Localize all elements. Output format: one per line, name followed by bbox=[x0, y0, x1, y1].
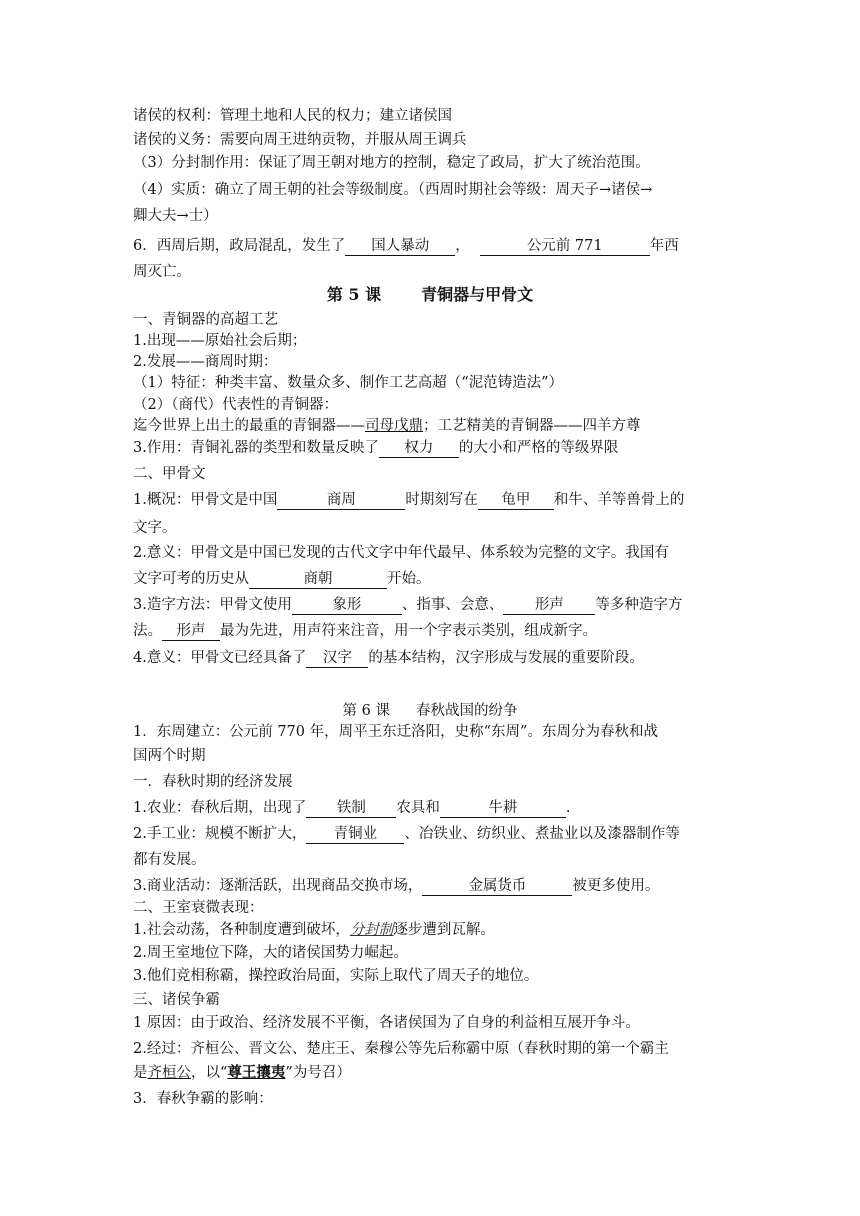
text-segment: 最为先进，用声符来注音，用一个字表示类别，组成新字。 bbox=[220, 623, 597, 639]
text-segment: 1.农业：春秋后期，出现了 bbox=[133, 800, 307, 816]
text-segment: 法。 bbox=[133, 623, 162, 639]
lesson-title bbox=[0, 284, 860, 306]
lesson-number: 第 5 课 bbox=[326, 285, 382, 304]
text-line: （1）特征：种类丰富、数量众多、制作工艺高超（“泥范铸造法”） bbox=[133, 375, 564, 391]
text-segment: 4.意义：甲骨文已经具备了 bbox=[133, 650, 307, 666]
text-line: （4）实质：确立了周王朝的社会等级制度。（西周时期社会等级：周天子→诸侯→ bbox=[133, 182, 653, 198]
text-line: 都有发展。 bbox=[133, 852, 206, 868]
fill-blank-answer: 形声 bbox=[503, 596, 595, 615]
fill-blank-answer: 汉字 bbox=[306, 649, 368, 668]
section-heading: 二、王室衰微表现： bbox=[133, 900, 264, 916]
text-segment: 迄今世界上出土的最重的青铜器—— bbox=[133, 418, 365, 434]
section-heading: 二、甲骨文 bbox=[133, 466, 206, 482]
text-line: 3.他们竞相称霸，操控政治局面，实际上取代了周天子的地位。 bbox=[133, 968, 539, 984]
lesson-title bbox=[0, 700, 860, 722]
text-segment: 开始。 bbox=[387, 571, 431, 587]
text-segment: 年西 bbox=[649, 238, 679, 254]
underlined-answer: 尊王攘夷 bbox=[227, 1064, 286, 1081]
text-segment: 1.概况：甲骨文是中国 bbox=[133, 492, 278, 508]
text-line bbox=[133, 920, 733, 940]
fill-blank-answer: 青铜业 bbox=[306, 825, 404, 844]
text-line: 文字。 bbox=[133, 520, 177, 536]
text-line: 卿大夫→士） bbox=[133, 208, 218, 224]
fill-blank-answer: 铁制 bbox=[306, 799, 396, 818]
text-segment: ；工艺精美的青铜器——四羊方尊 bbox=[423, 418, 641, 434]
text-segment: 6．西周后期，政局混乱，发生了 bbox=[133, 238, 346, 254]
fill-blank-answer: 权力 bbox=[379, 439, 459, 458]
text-segment: 1.社会动荡，各种制度遭到破坏， bbox=[133, 922, 350, 938]
text-segment: 的大小和严格的等级界限 bbox=[458, 440, 619, 456]
lesson-name: 青铜器与甲骨文 bbox=[421, 285, 534, 304]
lesson-name: 春秋战国的纷争 bbox=[415, 703, 518, 719]
text-line: （3）分封制作用：保证了周王朝对地方的控制，稳定了政局，扩大了统治范围。 bbox=[133, 155, 650, 171]
text-segment: 3.商业活动：逐渐活跃，出现商品交换市场， bbox=[133, 878, 423, 894]
text-line bbox=[133, 416, 733, 436]
lesson-number: 第 6 课 bbox=[342, 703, 390, 719]
text-segment: 等多种造字方 bbox=[595, 597, 683, 613]
fill-blank-answer: 牛耕 bbox=[440, 799, 566, 818]
text-line: 2.经过：齐桓公、晋文公、楚庄王、秦穆公等先后称霸中原（春秋时期的第一个霸主 bbox=[133, 1041, 669, 1057]
text-line: 国两个时期 bbox=[133, 748, 206, 764]
text-segment: 逐步遭到瓦解。 bbox=[393, 922, 495, 938]
text-line: 1．东周建立：公元前 770 年，周平王东迁洛阳，史称“东周”。东周分为春秋和战 bbox=[133, 724, 658, 740]
fill-blank-answer: 金属货币 bbox=[422, 877, 572, 896]
text-segment: . bbox=[565, 800, 571, 816]
text-segment: 农具和 bbox=[396, 800, 440, 816]
text-line: 1 原因：由于政治、经济发展不平衡，各诸侯国为了自身的利益相互展开争斗。 bbox=[133, 1015, 640, 1031]
text-line bbox=[133, 876, 733, 896]
fill-blank-answer: 商朝 bbox=[249, 570, 387, 589]
underlined-answer: 齐桓公 bbox=[147, 1065, 191, 1081]
text-segment: 的基本结构，汉字形成与发展的重要阶段。 bbox=[368, 650, 644, 666]
text-line: 诸侯的义务：需要向周王进纳贡物，并服从周王调兵 bbox=[133, 132, 467, 148]
text-line: 2.发展——商周时期： bbox=[133, 354, 278, 370]
text-line bbox=[133, 236, 733, 256]
text-line bbox=[133, 595, 733, 615]
underlined-answer: 司母戊鼎 bbox=[365, 418, 423, 434]
text-segment: 文字可考的历史从 bbox=[133, 571, 249, 587]
text-line: 2.周王室地位下降，大的诸侯国势力崛起。 bbox=[133, 945, 408, 961]
text-segment: 3.作用：青铜礼器的类型和数量反映了 bbox=[133, 440, 379, 456]
text-segment: 被更多使用。 bbox=[572, 878, 660, 894]
text-segment: ”为号召） bbox=[285, 1065, 351, 1081]
text-segment: 是 bbox=[133, 1065, 148, 1081]
text-line bbox=[133, 569, 733, 589]
section-heading: 一、青铜器的高超工艺 bbox=[133, 312, 278, 328]
text-segment: 、冶铁业、纺织业、煮盐业以及漆器制作等 bbox=[404, 826, 680, 842]
text-line: 1.出现——原始社会后期； bbox=[133, 333, 307, 349]
fill-blank-answer: 龟甲 bbox=[478, 491, 554, 510]
text-line: （2）（商代）代表性的青铜器： bbox=[133, 397, 338, 413]
underlined-answer: 分封制 bbox=[349, 922, 394, 938]
fill-blank-answer: 形声 bbox=[162, 622, 220, 641]
text-line bbox=[133, 648, 733, 668]
text-line bbox=[133, 490, 733, 510]
text-line: 诸侯的权利：管理土地和人民的权力；建立诸侯国 bbox=[133, 108, 452, 124]
text-line: 2.意义：甲骨文是中国已发现的古代文字中年代最早、体系较为完整的文字。我国有 bbox=[133, 545, 669, 561]
text-line: 周灭亡。 bbox=[133, 264, 191, 280]
text-line bbox=[133, 824, 733, 844]
text-line bbox=[133, 1063, 733, 1083]
fill-blank-answer: 国人暴动 bbox=[345, 237, 455, 256]
text-line: 3．春秋争霸的影响： bbox=[133, 1091, 273, 1107]
text-segment: 时期刻写在 bbox=[405, 492, 478, 508]
text-segment: 、指事、会意、 bbox=[401, 597, 504, 613]
text-segment: ，以“ bbox=[191, 1065, 228, 1081]
text-segment: 和牛、羊等兽骨上的 bbox=[553, 492, 685, 508]
text-segment: ， bbox=[455, 238, 470, 254]
text-line bbox=[133, 798, 733, 818]
section-heading: 三、诸侯争霸 bbox=[133, 992, 220, 1008]
fill-blank-answer: 公元前 771 bbox=[480, 237, 650, 256]
section-heading: 一．春秋时期的经济发展 bbox=[133, 774, 293, 790]
fill-blank-answer: 象形 bbox=[292, 596, 402, 615]
text-line bbox=[133, 621, 733, 641]
text-line bbox=[133, 438, 733, 458]
text-segment: 2.手工业：规模不断扩大， bbox=[133, 826, 307, 842]
text-segment: 3.造字方法：甲骨文使用 bbox=[133, 597, 292, 613]
fill-blank-answer: 商周 bbox=[277, 491, 405, 510]
